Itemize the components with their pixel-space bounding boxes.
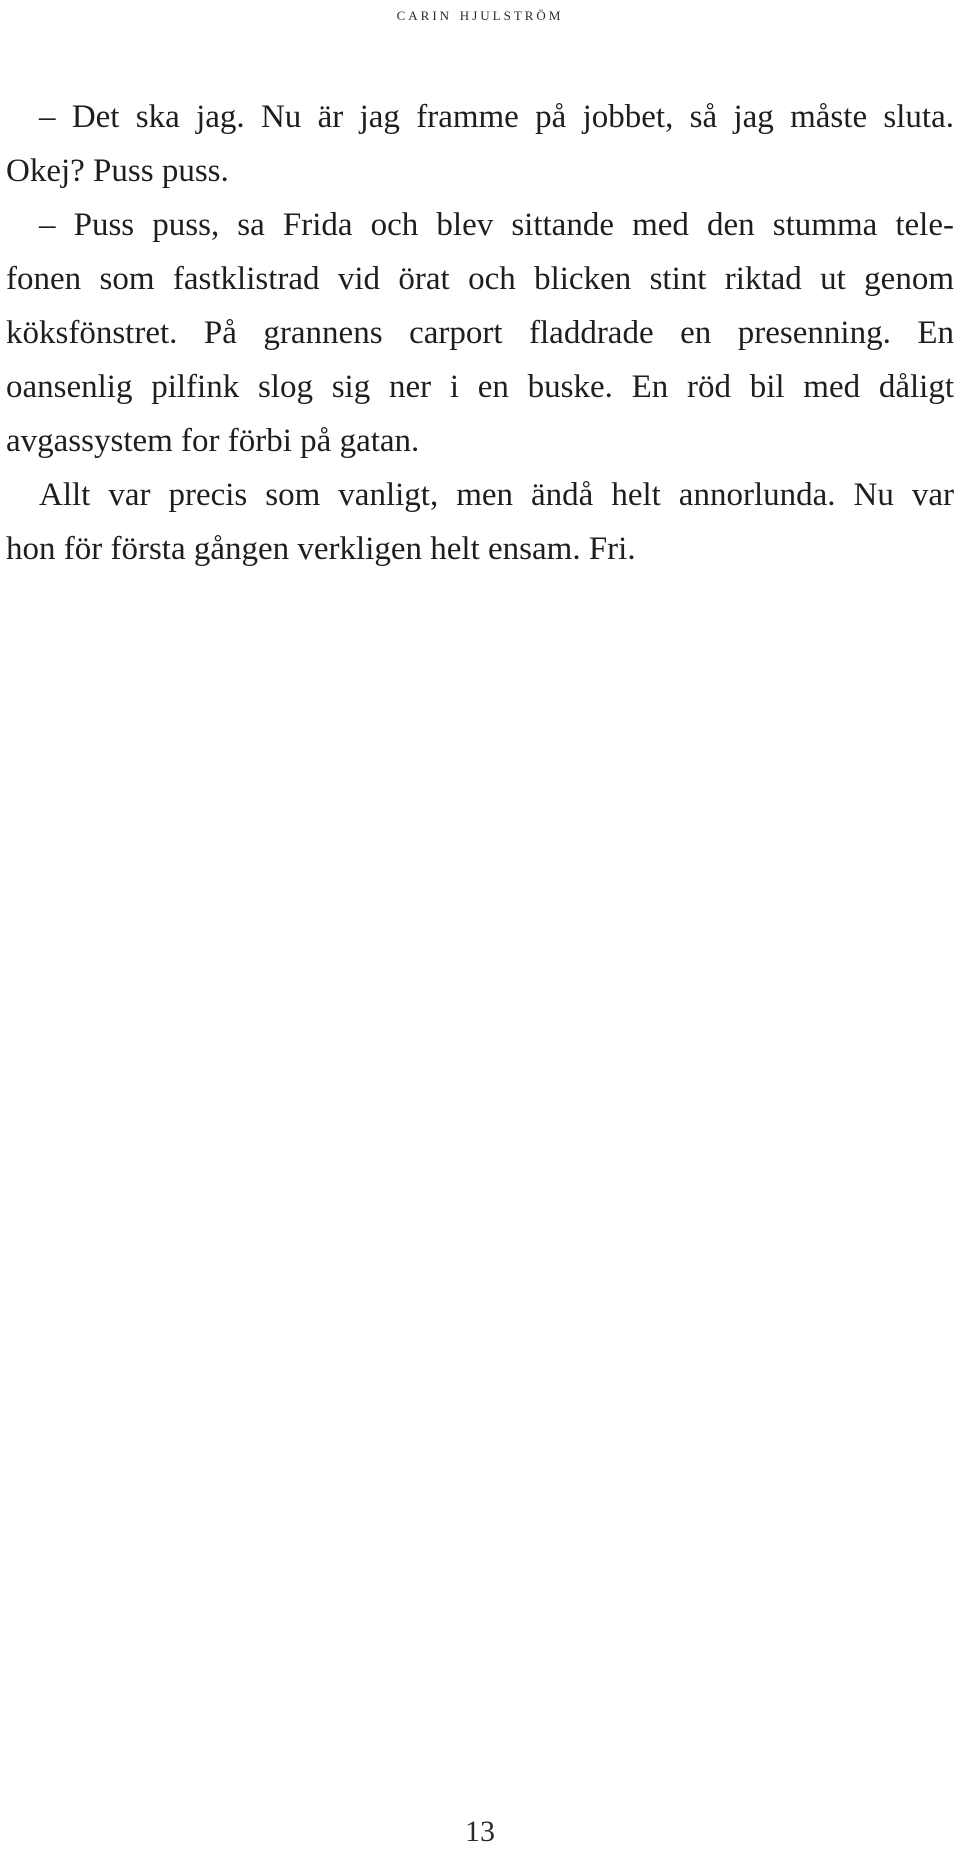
text-line: oansenlig pilfink slog sig ner i en buske. En röd bil med dåligt	[6, 369, 954, 405]
running-head: carin hjulström	[396, 4, 564, 25]
body-text	[6, 90, 954, 576]
text-line: – Puss puss, sa Frida och blev sittande med den stumma tele-	[39, 207, 954, 243]
text-line: Allt var precis som vanligt, men ändå helt annorlunda. Nu var	[39, 477, 954, 513]
text-line: – Det ska jag. Nu är jag framme på jobbet, så jag måste sluta.	[39, 99, 954, 135]
text-line: Okej? Puss puss.	[6, 153, 229, 189]
text-line: fonen som fastklistrad vid örat och blicken stint riktad ut genom	[6, 261, 954, 297]
page-number: 13	[465, 1815, 495, 1848]
text-line: köksfönstret. På grannens carport fladdrade en presenning. En	[6, 315, 954, 351]
text-line: hon för första gången verkligen helt ensam. Fri.	[6, 531, 636, 567]
text-line: avgassystem for förbi på gatan.	[6, 423, 420, 459]
